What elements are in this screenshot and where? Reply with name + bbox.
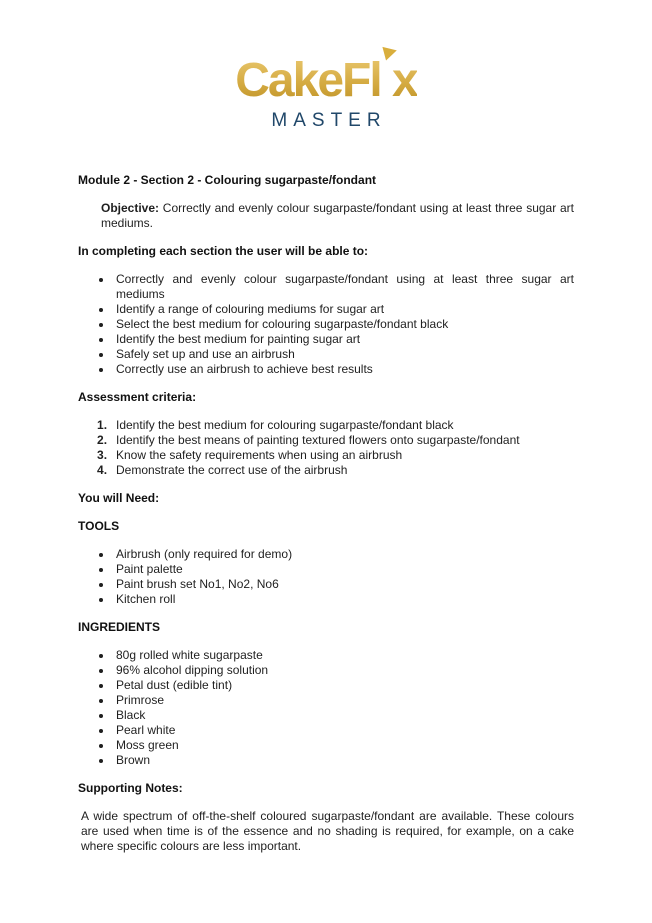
- list-item: Identify the best means of painting textured flowers onto sugarpaste/fondant: [116, 433, 520, 448]
- list-item: Airbrush (only required for demo): [78, 547, 574, 562]
- list-item: Correctly and evenly colour sugarpaste/fondant using at least three sugar art mediums: [78, 272, 574, 302]
- list-item: Moss green: [78, 738, 574, 753]
- ingredients-heading: INGREDIENTS: [78, 620, 161, 635]
- brand-letter-i: [381, 56, 392, 106]
- list-item: Paint brush set No1, No2, No6: [78, 577, 574, 592]
- document-content: [78, 173, 574, 854]
- cakeflix-wordmark: [235, 56, 416, 106]
- list-item: Identify the best medium for colouring sugarpaste/fondant black: [116, 418, 454, 433]
- list-item: Correctly use an airbrush to achieve best results: [78, 362, 574, 377]
- assessment-heading: Assessment criteria:: [78, 390, 197, 405]
- you-will-need-heading: You will Need:: [78, 491, 160, 506]
- list-item: Kitchen roll: [78, 592, 574, 607]
- assessment-list: [78, 418, 574, 478]
- dotless-i: ı: [380, 54, 393, 107]
- ingredients-list: [78, 648, 574, 768]
- list-item: Select the best medium for colouring sugarpaste/fondant black: [78, 317, 574, 332]
- list-item: Pearl white: [78, 723, 574, 738]
- brand-text-left: CakeFl: [235, 54, 381, 107]
- tools-list: [78, 547, 574, 607]
- tools-heading: TOOLS: [78, 519, 120, 534]
- logo-subtitle: MASTER: [271, 110, 387, 132]
- objective-text: Correctly and evenly colour sugarpaste/fondant using at least three sugar art mediums.: [101, 201, 574, 231]
- completing-heading: In completing each section the user will be able to:: [78, 244, 369, 259]
- module-title: Module 2 - Section 2 - Colouring sugarpaste/fondant: [78, 173, 377, 188]
- list-item: 96% alcohol dipping solution: [78, 663, 574, 678]
- completing-list: [78, 272, 574, 377]
- supporting-notes-heading: Supporting Notes:: [78, 781, 183, 796]
- list-item: Safely set up and use an airbrush: [78, 347, 574, 362]
- objective-label: Objective:: [101, 201, 160, 216]
- list-item: Black: [78, 708, 574, 723]
- list-item: Identify a range of colouring mediums for sugar art: [78, 302, 574, 317]
- list-item: Petal dust (edible tint): [78, 678, 574, 693]
- list-item: Know the safety requirements when using an airbrush: [116, 448, 403, 463]
- list-item: Brown: [78, 753, 574, 768]
- brand-text-right: x: [392, 54, 417, 107]
- cakeflix-logo: [0, 0, 652, 132]
- list-item: Primrose: [78, 693, 574, 708]
- supporting-notes-paragraph: A wide spectrum of off-the-shelf coloured sugarpaste/fondant are available. These colours are used when time is of the essence and no shading is required, for example, on a cake where specific colours are less important.: [81, 809, 574, 854]
- list-item: Paint palette: [78, 562, 574, 577]
- list-item: 80g rolled white sugarpaste: [78, 648, 574, 663]
- list-item: Identify the best medium for painting sugar art: [78, 332, 574, 347]
- objective-paragraph: [78, 201, 574, 231]
- list-item: Demonstrate the correct use of the airbrush: [116, 463, 348, 478]
